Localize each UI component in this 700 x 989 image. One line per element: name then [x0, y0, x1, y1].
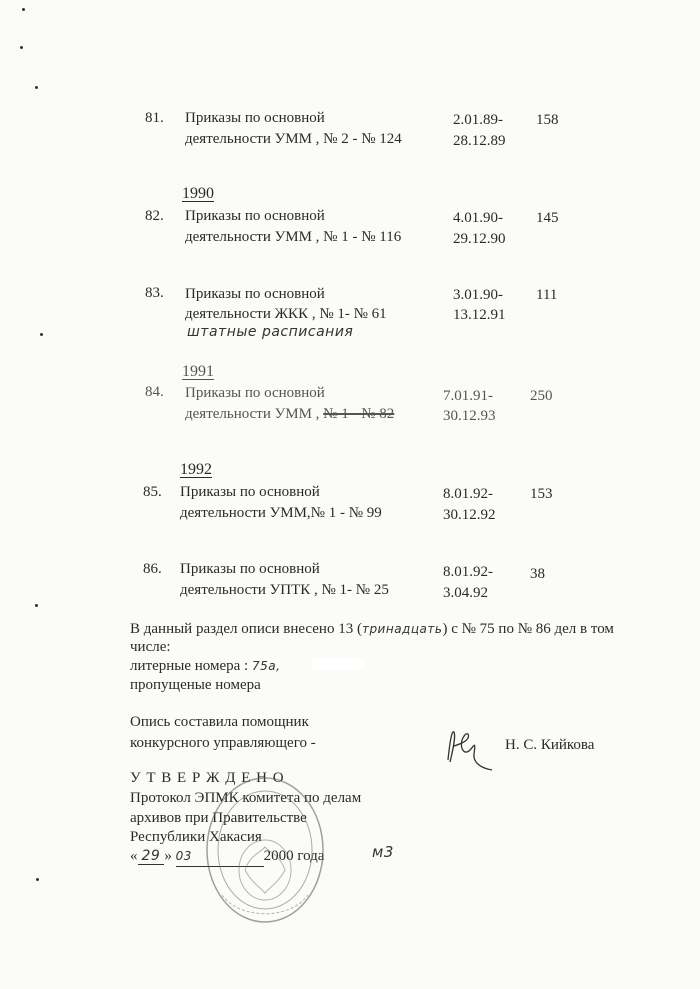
entry-number: 86. [143, 561, 162, 577]
entry-number: 85. [143, 484, 162, 500]
handwritten-month: 03 [176, 846, 264, 867]
lettered-numbers [130, 656, 280, 676]
handwritten-lettered: 75а, [251, 659, 281, 673]
handwritten-day: 29 [138, 848, 165, 865]
margin-speck [40, 333, 43, 336]
entry-count: 250 [530, 388, 553, 404]
year-heading: 1991 [182, 363, 214, 380]
compiler-line: конкурсного управляющего - [130, 735, 316, 751]
summary-line [130, 619, 614, 639]
approval-line: Республики Хакасия [130, 829, 262, 845]
entry-dates: 8.01.92- [443, 564, 493, 580]
entry-title: Приказы по основной [185, 286, 325, 302]
handwritten-mark: м3 [372, 843, 394, 861]
margin-speck [35, 604, 38, 607]
entry-title: Приказы по основной [180, 561, 320, 577]
entry-title: деятельности УММ , № 2 - № 124 [185, 131, 402, 147]
entry-title: Приказы по основной [185, 208, 325, 224]
entry-dates: 8.01.92- [443, 486, 493, 502]
entry-title: Приказы по основной [185, 110, 325, 126]
entry-dates: 7.01.91- [443, 388, 493, 404]
entry-dates: 3.01.90- [453, 287, 503, 303]
entry-title: деятельности УПТК , № 1- № 25 [180, 582, 389, 598]
entry-dates: 30.12.93 [443, 408, 496, 424]
struck-out-range: № 1 - № 82 [323, 406, 395, 422]
entry-dates: 3.04.92 [443, 585, 488, 601]
year-heading: 1992 [180, 461, 212, 478]
approval-line: Протокол ЭПМК комитета по делам [130, 790, 362, 806]
entry-dates: 2.01.89- [453, 112, 503, 128]
round-seal-stamp [200, 775, 330, 945]
entry-title: деятельности ЖКК , № 1- № 61 [185, 306, 387, 322]
lettered-label: литерные номера : [130, 658, 249, 674]
entry-number: 84. [145, 384, 164, 400]
entry-dates: 13.12.91 [453, 307, 506, 323]
year-heading: 1990 [182, 185, 214, 202]
handwritten-note: штатные расписания [187, 324, 354, 340]
white-out [312, 658, 364, 670]
entry-title: Приказы по основной [185, 385, 325, 401]
entry-dates: 29.12.90 [453, 231, 506, 247]
handwritten-count: тринадцать [361, 622, 443, 636]
entry-title: деятельности УММ,№ 1 - № 99 [180, 505, 382, 521]
missing-numbers: пропущеные номера [130, 677, 261, 693]
date-year: 2000 года [263, 848, 325, 864]
handwritten-signature [440, 720, 500, 775]
entry-dates: 30.12.92 [443, 507, 496, 523]
entry-count: 38 [530, 566, 545, 582]
margin-speck [35, 86, 38, 89]
approval-title: У Т В Е Р Ж Д Е Н О [130, 770, 285, 786]
entry-number: 83. [145, 285, 164, 301]
entry-count: 145 [536, 210, 559, 226]
entry-title-part: деятельности УММ , [185, 406, 324, 422]
entry-title: Приказы по основной [180, 484, 320, 500]
margin-speck [36, 878, 39, 881]
compiler-line: Опись составила помощник [130, 714, 309, 730]
entry-count: 111 [536, 287, 558, 303]
margin-speck [22, 8, 25, 11]
summary-line: числе: [130, 639, 171, 655]
entry-number: 82. [145, 208, 164, 224]
date-quote: » [164, 848, 172, 864]
entry-dates: 4.01.90- [453, 210, 503, 226]
date-quote: « [130, 848, 138, 864]
entry-count: 153 [530, 486, 553, 502]
entry-title [185, 404, 394, 425]
entry-dates: 28.12.89 [453, 133, 506, 149]
approval-line: архивов при Правительстве [130, 810, 307, 826]
summary-text: ) с № 75 по № 86 дел в том [442, 621, 614, 637]
compiler-name: Н. С. Кийкова [505, 737, 595, 753]
entry-number: 81. [145, 110, 164, 126]
entry-count: 158 [536, 112, 559, 128]
summary-text: В данный раздел описи внесено 13 ( [130, 621, 362, 637]
entry-title: деятельности УММ , № 1 - № 116 [185, 229, 402, 245]
margin-speck [20, 46, 23, 49]
